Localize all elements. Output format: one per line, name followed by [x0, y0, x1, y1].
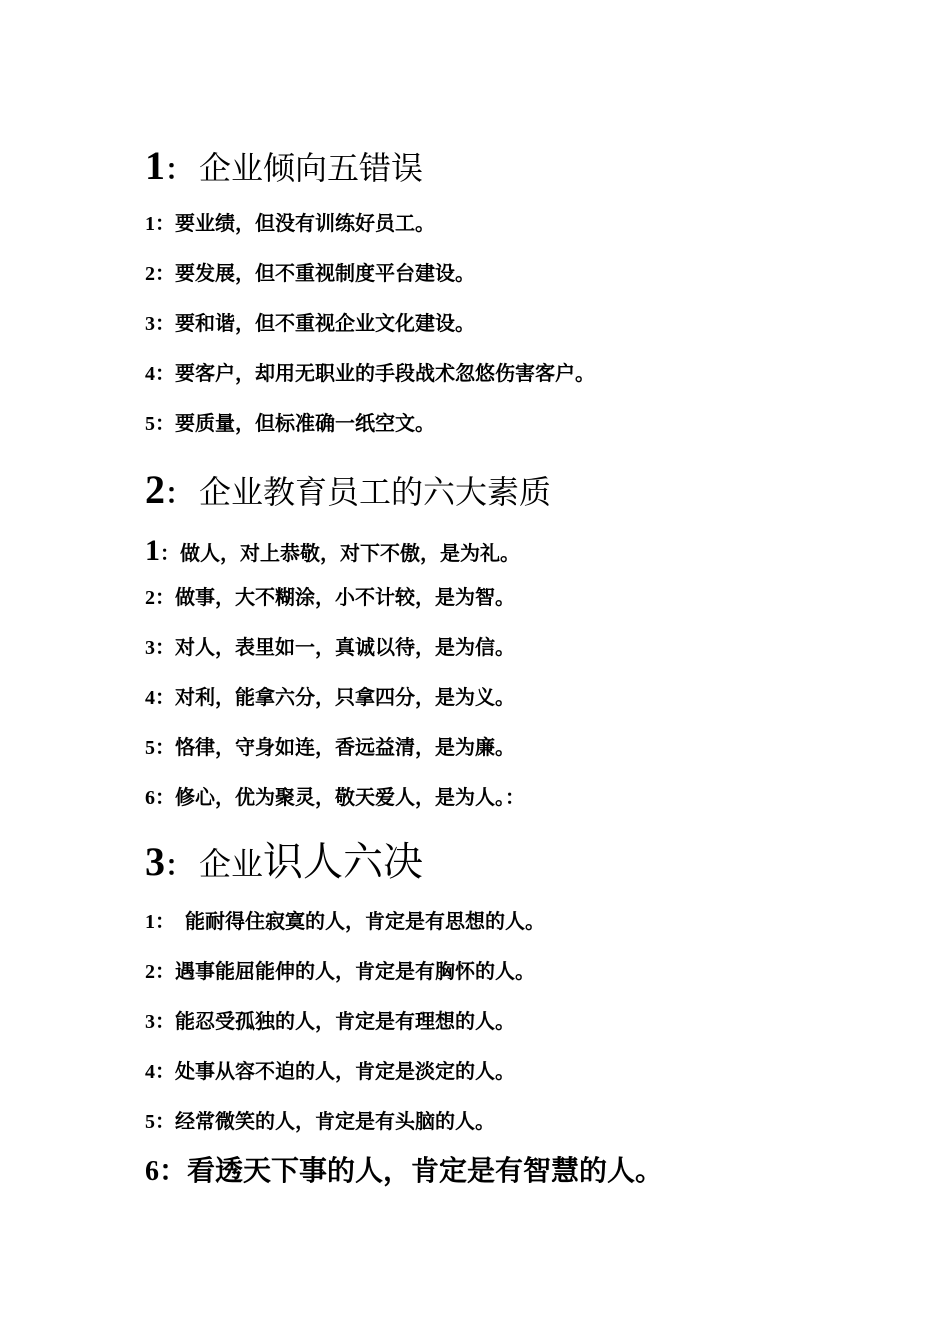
- section-colon: ：: [165, 851, 194, 882]
- item-text: ：遇事能屈能伸的人，肯定是有胸怀的人。: [155, 961, 535, 983]
- list-item: [145, 1158, 663, 1186]
- section-title: 企业倾向五错误: [199, 150, 424, 186]
- list-item: [145, 1012, 515, 1032]
- list-item: [145, 314, 475, 334]
- item-number: 2: [145, 587, 155, 609]
- item-text: ： 能耐得住寂寞的人，肯定是有思想的人。: [155, 911, 545, 933]
- list-item: [145, 588, 515, 608]
- list-item: [145, 1112, 495, 1132]
- item-number: 1: [145, 534, 160, 567]
- list-item: [145, 912, 545, 932]
- item-text: ：看透天下事的人，肯定是有智慧的人。: [159, 1156, 664, 1187]
- section-number: 3: [145, 839, 165, 884]
- item-text: ：做人，对上恭敬，对下不傲，是为礼。: [160, 543, 520, 565]
- item-text: ：经常微笑的人，肯定是有头脑的人。: [155, 1111, 495, 1133]
- item-number: 2: [145, 961, 155, 983]
- item-number: 6: [145, 787, 155, 809]
- item-number: 4: [145, 363, 155, 385]
- item-number: 2: [145, 263, 155, 285]
- list-item: [145, 264, 475, 284]
- item-text: ：要发展，但不重视制度平台建设。: [155, 263, 475, 285]
- list-item: [145, 536, 520, 566]
- item-text: ：处事从容不迫的人，肯定是淡定的人。: [155, 1061, 515, 1083]
- item-text: ：对人，表里如一，真诚以待，是为信。: [155, 637, 515, 659]
- item-text: ：要客户，却用无职业的手段战术忽悠伤害客户。: [155, 363, 595, 385]
- item-number: 5: [145, 1111, 155, 1133]
- item-number: 3: [145, 1011, 155, 1033]
- section-title-prefix: 企业: [199, 846, 264, 882]
- section-heading-2: [145, 467, 552, 512]
- item-number: 5: [145, 737, 155, 759]
- list-item: [145, 414, 435, 434]
- item-text: ：对利，能拿六分，只拿四分，是为义。: [155, 687, 515, 709]
- item-text: ：修心，优为聚灵，敬天爱人，是为人。：: [155, 787, 525, 809]
- list-item: [145, 688, 515, 708]
- item-text: ：能忍受孤独的人，肯定是有理想的人。: [155, 1011, 515, 1033]
- item-number: 6: [145, 1156, 159, 1187]
- item-number: 1: [145, 213, 155, 235]
- item-text: ：要业绩，但没有训练好员工。: [155, 213, 435, 235]
- list-item: [145, 214, 435, 234]
- section-colon: ：: [165, 479, 194, 510]
- list-item: [145, 638, 515, 658]
- section-number: 1: [145, 143, 165, 188]
- list-item: [145, 738, 515, 758]
- item-number: 3: [145, 313, 155, 335]
- item-text: ：做事，大不糊涂，小不计较，是为智。: [155, 587, 515, 609]
- list-item: [145, 962, 535, 982]
- item-number: 1: [145, 911, 155, 933]
- section-colon: ：: [165, 155, 194, 186]
- item-number: 3: [145, 637, 155, 659]
- item-text: ：要和谐，但不重视企业文化建设。: [155, 313, 475, 335]
- item-number: 4: [145, 1061, 155, 1083]
- list-item: [145, 1062, 515, 1082]
- section-heading-1: [145, 143, 424, 188]
- section-title-main: 识人六决: [263, 839, 424, 884]
- section-title: 企业教育员工的六大素质: [199, 474, 552, 510]
- item-number: 5: [145, 413, 155, 435]
- item-text: ：恪律，守身如连，香远益清，是为廉。: [155, 737, 515, 759]
- item-number: 4: [145, 687, 155, 709]
- section-heading-3: [145, 839, 424, 884]
- list-item: [145, 788, 525, 808]
- list-item: [145, 364, 595, 384]
- item-text: ：要质量，但标准确一纸空文。: [155, 413, 435, 435]
- section-number: 2: [145, 467, 165, 512]
